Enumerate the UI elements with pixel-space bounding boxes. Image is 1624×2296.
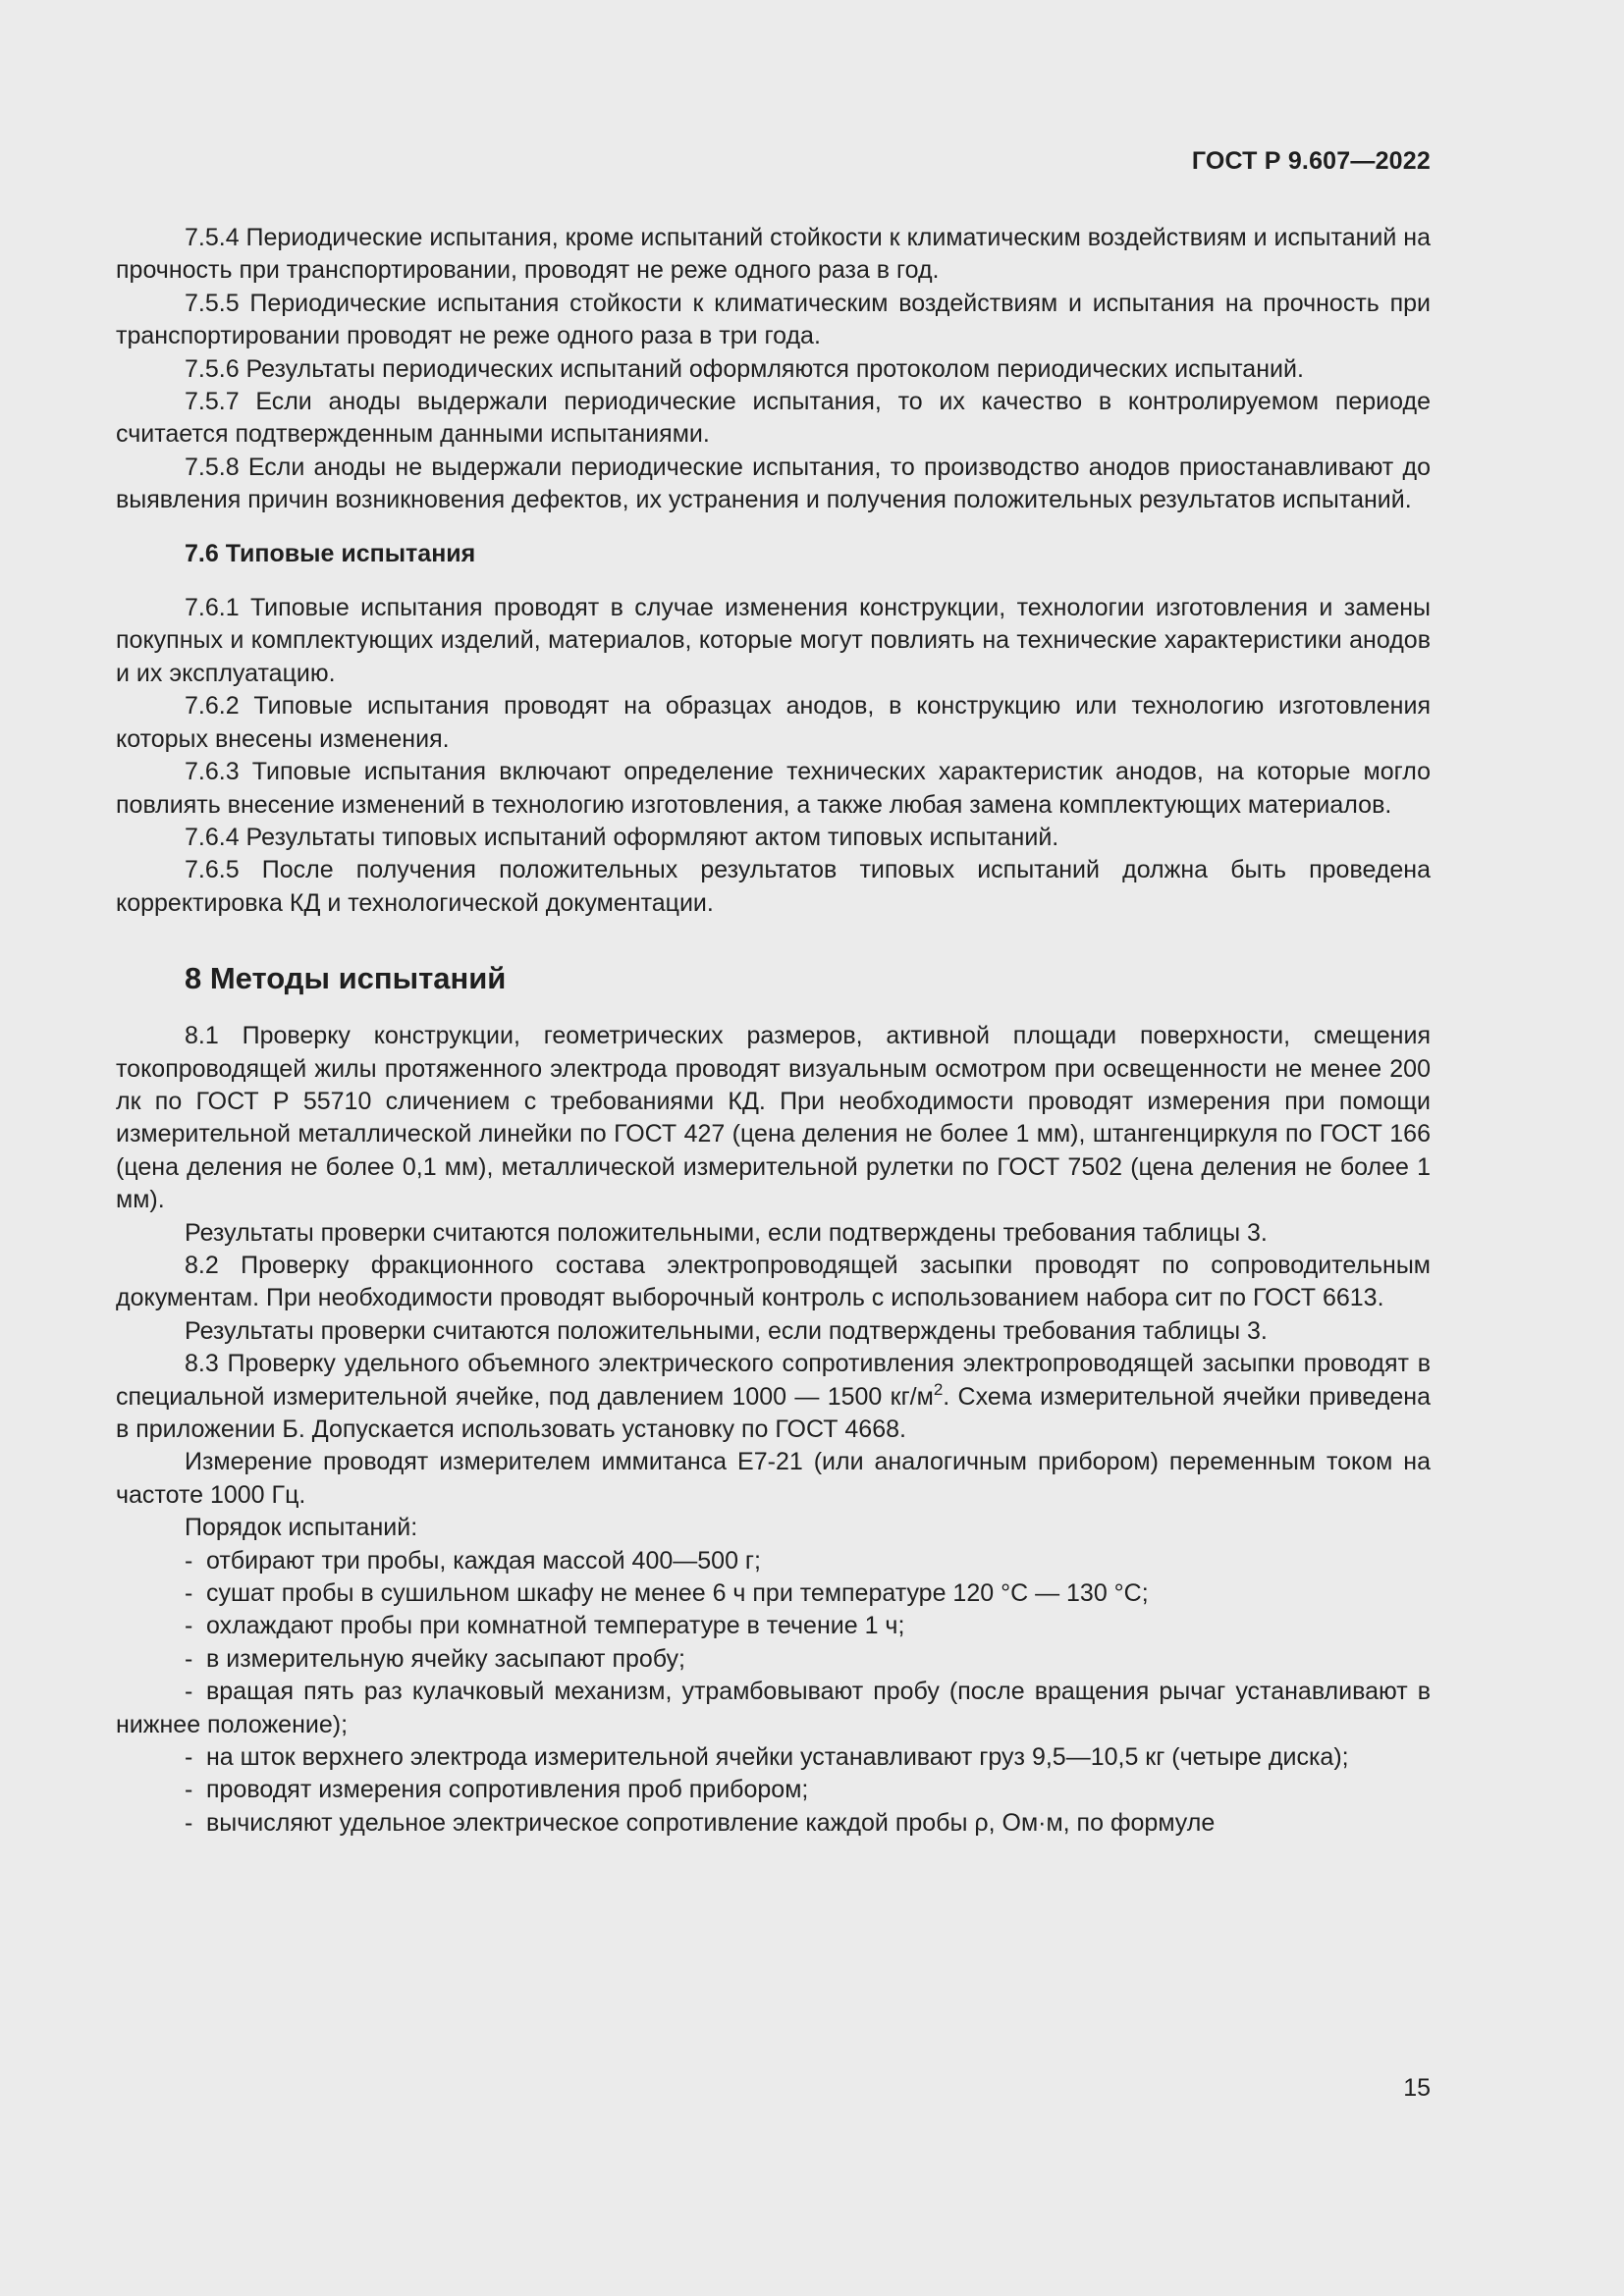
list-item <box>116 1643 1431 1676</box>
list-item <box>116 1545 1431 1577</box>
paragraph-8-2-result: Результаты проверки считаются положительными, если подтверждены требования таблицы 3. <box>185 1316 1268 1345</box>
list-item <box>116 1676 1431 1741</box>
paragraph-measurement: Измерение проводят измерителем иммитанса Е7-21 (или аналогичным прибором) переменным током на частоте 1000 Гц. <box>116 1448 1431 1509</box>
list-item <box>116 1577 1431 1610</box>
paragraph-7-6-4: 7.6.4 Результаты типовых испытаний оформляют актом типовых испытаний. <box>185 823 1059 851</box>
paragraph-8-3-text-a: 8.3 Проверку удельного объемного электрического сопротивления электропроводящей засыпки проводят в специальной измерительной ячейке, под давлением 1000 — 1500 кг/м <box>116 1350 1431 1411</box>
dash-marker: - <box>185 1743 193 1772</box>
list-item-text: вычисляют удельное электрическое сопротивление каждой пробы ρ, Ом·м, по формуле <box>206 1808 1216 1837</box>
subsection-heading-7-6: 7.6 Типовые испытания <box>185 539 476 567</box>
paragraph-7-5-4: 7.5.4 Периодические испытания, кроме испытаний стойкости к климатическим воздействиям и испытаний на прочность при транспортировании, проводят не реже одного раза в год. <box>116 224 1431 285</box>
list-item <box>116 1807 1431 1840</box>
list-item-text: вращая пять раз кулачковый механизм, утрамбовывают пробу (после вращения рычаг устанавливают в нижнее положение); <box>116 1678 1431 1738</box>
list-item-text: сушат пробы в сушильном шкафу не менее 6 ч при температуре 120 °С — 130 °С; <box>206 1579 1149 1608</box>
dash-marker: - <box>185 1612 193 1640</box>
paragraph-7-5-7: 7.5.7 Если аноды выдержали периодические испытания, то их качество в контролируемом периоде считается подтвержденным данными испытаниями. <box>116 388 1431 449</box>
paragraph-8-3 <box>116 1348 1431 1446</box>
paragraph-7-6-5: 7.6.5 После получения положительных результатов типовых испытаний должна быть проведена корректировка КД и технологической документации. <box>116 856 1431 917</box>
paragraph-7-6-3: 7.6.3 Типовые испытания включают определение технических характеристик анодов, на которые могло повлиять внесение изменений в технологию изготовления, а также любая замена комплектующих материалов. <box>116 758 1431 819</box>
page-header-standard: ГОСТ Р 9.607—2022 <box>1191 147 1431 175</box>
dash-marker: - <box>185 1776 193 1804</box>
dash-marker: - <box>185 1644 193 1673</box>
paragraph-7-6-2: 7.6.2 Типовые испытания проводят на образцах анодов, в конструкцию или технологию изготовления которых внесены изменения. <box>116 692 1431 753</box>
superscript-squared: 2 <box>933 1379 944 1399</box>
dash-marker: - <box>185 1678 193 1706</box>
paragraph-7-6-1: 7.6.1 Типовые испытания проводят в случае изменения конструкции, технологии изготовления и замены покупных и комплектующих изделий, материалов, которые могут повлиять на технические характеристики анодов и их эксплуатацию. <box>116 594 1431 687</box>
page-number: 15 <box>1403 2074 1431 2102</box>
dash-marker: - <box>185 1579 193 1608</box>
page-content <box>116 222 1431 1840</box>
paragraph-8-1: 8.1 Проверку конструкции, геометрических размеров, активной площади поверхности, смещения токопроводящей жилы протяженного электрода проводят визуальным осмотром при освещенности не менее 200 лк по ГОСТ Р 55710 сличением с требованиями КД. При необходимости проводят измерения при помощи измерительной металлической линейки по ГОСТ 427 (цена деления не более 1 мм), штангенциркуля по ГОСТ 166 (цена деления не более 0,1 мм), металлической измерительной рулетки по ГОСТ 7502 (цена деления не более 1 мм). <box>116 1022 1431 1214</box>
paragraph-8-1-result: Результаты проверки считаются положительными, если подтверждены требования таблицы 3. <box>185 1218 1268 1247</box>
list-item-text: проводят измерения сопротивления проб прибором; <box>206 1776 809 1804</box>
dash-marker: - <box>185 1546 193 1575</box>
paragraph-7-5-5: 7.5.5 Периодические испытания стойкости к климатическим воздействиям и испытания на прочность при транспортировании проводят не реже одного раза в три года. <box>116 289 1431 350</box>
section-heading-8: 8 Методы испытаний <box>185 961 507 996</box>
list-item-text: на шток верхнего электрода измерительной ячейки устанавливают груз 9,5—10,5 кг (четыре диска); <box>206 1743 1349 1772</box>
list-item-text: отбирают три пробы, каждая массой 400—500 г; <box>206 1546 761 1575</box>
dash-marker: - <box>185 1808 193 1837</box>
paragraph-test-order: Порядок испытаний: <box>185 1514 418 1542</box>
paragraph-8-3-text-b: . Схема измерительной ячейки приведена в приложении Б. Допускается использовать установку по ГОСТ 4668. <box>116 1382 1431 1443</box>
paragraph-7-5-8: 7.5.8 Если аноды не выдержали периодические испытания, то производство анодов приостанавливают до выявления причин возникновения дефектов, их устранения и получения положительных результатов испытаний. <box>116 453 1431 514</box>
list-item <box>116 1741 1431 1774</box>
list-item <box>116 1610 1431 1642</box>
paragraph-8-2: 8.2 Проверку фракционного состава электропроводящей засыпки проводят по сопроводительным документам. При необходимости проводят выборочный контроль с использованием набора сит по ГОСТ 6613. <box>116 1251 1431 1312</box>
list-item <box>116 1774 1431 1806</box>
list-item-text: охлаждают пробы при комнатной температуре в течение 1 ч; <box>206 1612 905 1640</box>
paragraph-7-5-6: 7.5.6 Результаты периодических испытаний оформляются протоколом периодических испытаний. <box>185 354 1304 383</box>
list-item-text: в измерительную ячейку засыпают пробу; <box>206 1644 686 1673</box>
